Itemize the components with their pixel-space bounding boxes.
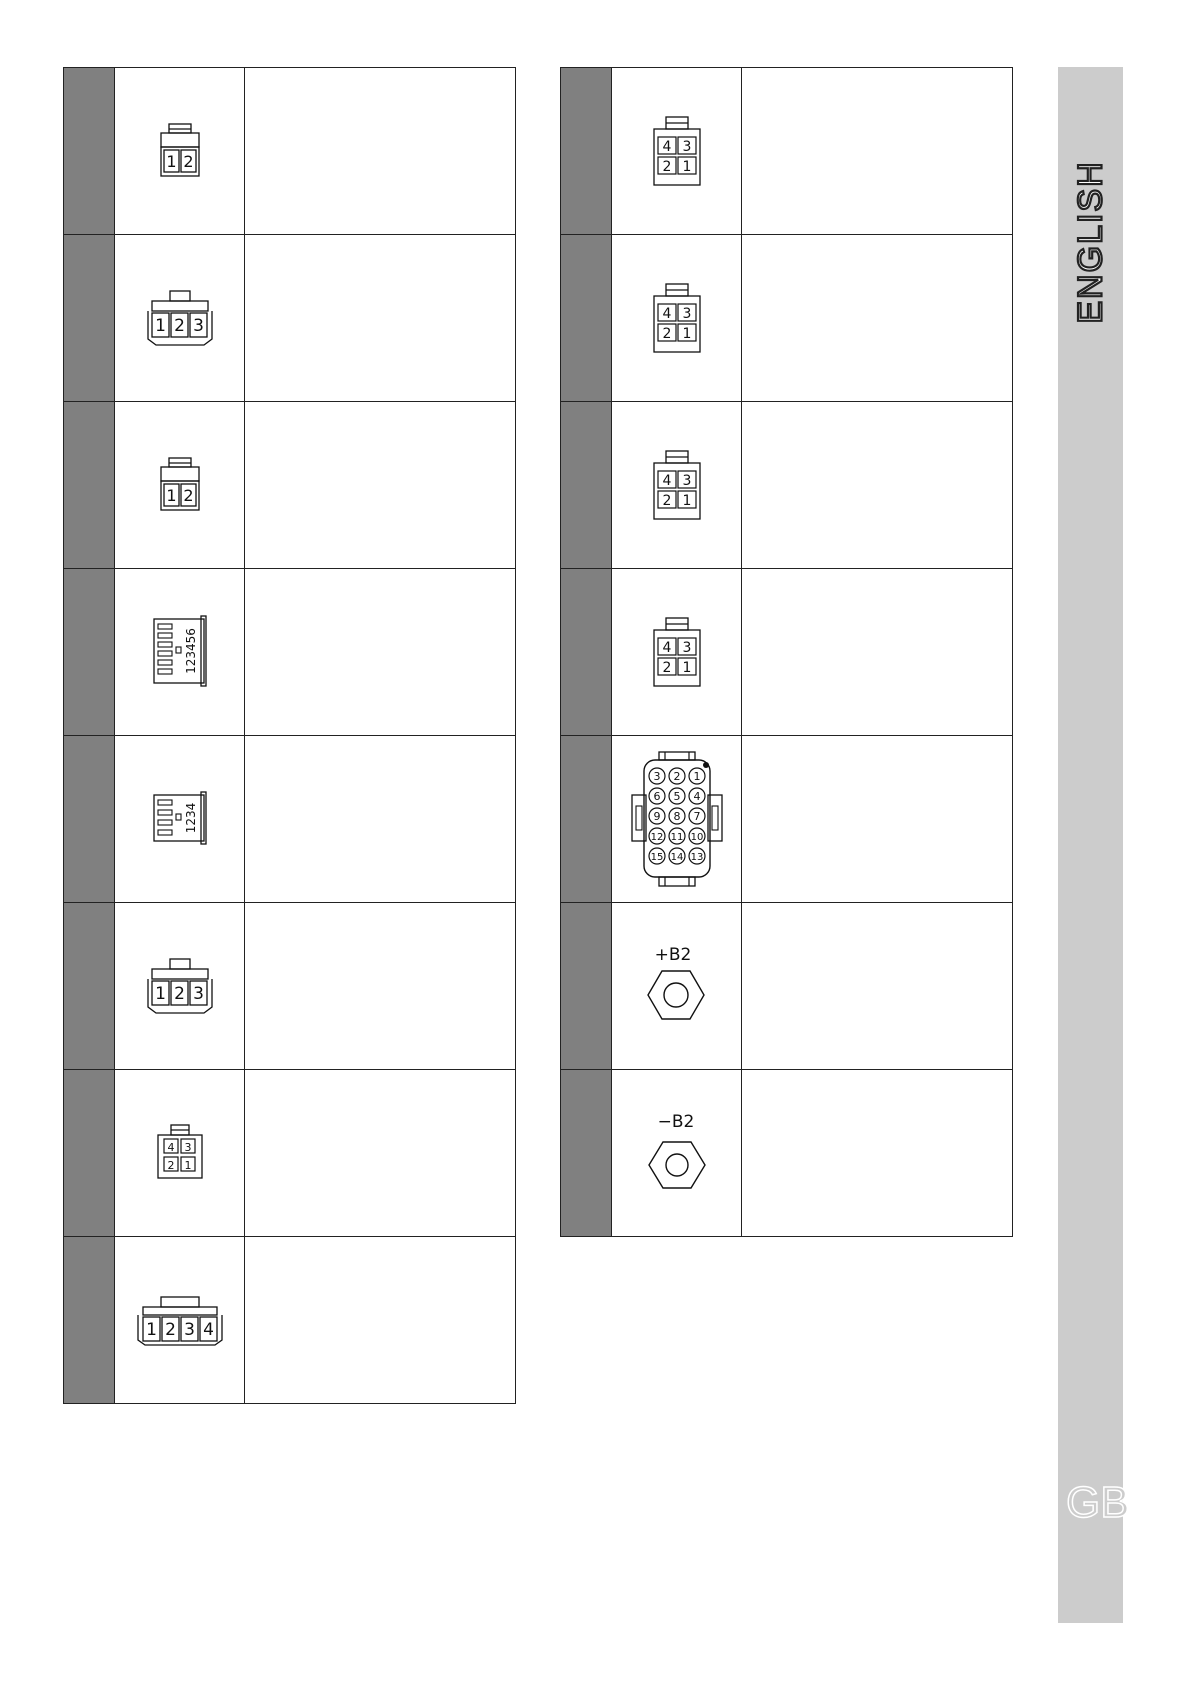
pin-label: 4 bbox=[662, 139, 671, 155]
pin-label: 12 bbox=[650, 832, 663, 843]
row-marker bbox=[561, 736, 612, 903]
right-connector-table bbox=[560, 67, 1013, 1237]
symbol-cell bbox=[115, 68, 245, 235]
description-cell bbox=[742, 68, 1013, 235]
symbol-cell bbox=[612, 68, 742, 235]
table-row bbox=[64, 1237, 516, 1404]
pin-label: 1 bbox=[693, 770, 700, 783]
row-marker bbox=[64, 569, 115, 736]
four-pin-vertical-connector-icon bbox=[148, 789, 212, 849]
table-row bbox=[64, 235, 516, 402]
pin-label: 2 bbox=[662, 159, 671, 175]
pin-label: 2 bbox=[173, 984, 185, 1004]
pin-label: 1 bbox=[154, 984, 166, 1004]
two-pin-connector-icon bbox=[150, 450, 210, 520]
pin-label: 3 bbox=[682, 473, 691, 489]
pin-label: 3 bbox=[682, 306, 691, 322]
three-pin-connector-icon bbox=[144, 951, 216, 1021]
pin-label: 1 bbox=[184, 1159, 191, 1172]
pin-label: 4 bbox=[693, 790, 700, 803]
language-sidebar bbox=[1058, 67, 1130, 1623]
fifteen-pin-connector-icon bbox=[629, 749, 725, 889]
row-marker bbox=[561, 68, 612, 235]
pin-label: 2 bbox=[662, 493, 671, 509]
row-marker bbox=[64, 736, 115, 903]
row-marker bbox=[64, 903, 115, 1070]
table-row bbox=[64, 68, 516, 235]
language-label: ENGLISH bbox=[1071, 160, 1109, 324]
pin-label: 7 bbox=[693, 810, 700, 823]
pin-label: 1 bbox=[165, 152, 177, 171]
symbol-cell bbox=[612, 402, 742, 569]
row-marker bbox=[561, 569, 612, 736]
pin-label: 2 bbox=[164, 1320, 176, 1340]
language-code: GB bbox=[1066, 1478, 1130, 1527]
left-connector-table bbox=[63, 67, 516, 1404]
symbol-cell bbox=[115, 235, 245, 402]
table-row bbox=[64, 402, 516, 569]
description-cell bbox=[245, 235, 516, 402]
description-cell bbox=[245, 68, 516, 235]
pin-label: 3 bbox=[682, 640, 691, 656]
table-row bbox=[561, 402, 1013, 569]
pin-label: 123456 bbox=[183, 628, 198, 674]
row-marker bbox=[64, 1237, 115, 1404]
pin-label: 1 bbox=[682, 326, 691, 342]
symbol-cell bbox=[115, 903, 245, 1070]
symbol-cell bbox=[115, 1070, 245, 1237]
row-marker bbox=[64, 1070, 115, 1237]
pin-label: 2 bbox=[182, 152, 194, 171]
pin-label: 8 bbox=[673, 810, 680, 823]
description-cell bbox=[245, 903, 516, 1070]
pin-label: 3 bbox=[653, 770, 660, 783]
pin-label: 3 bbox=[184, 1141, 191, 1154]
symbol-cell bbox=[612, 569, 742, 736]
four-pin-square-connector-icon bbox=[647, 614, 707, 690]
description-cell bbox=[245, 569, 516, 736]
row-marker bbox=[561, 1070, 612, 1237]
symbol-cell bbox=[612, 736, 742, 903]
description-cell bbox=[245, 1237, 516, 1404]
pin-label: 1 bbox=[682, 159, 691, 175]
pin-label: 1 bbox=[682, 493, 691, 509]
description-cell bbox=[742, 569, 1013, 736]
table-row bbox=[561, 903, 1013, 1070]
pin-label: 4 bbox=[662, 306, 671, 322]
pin-label: 1 bbox=[682, 660, 691, 676]
symbol-cell bbox=[612, 1070, 742, 1237]
pin-label: 4 bbox=[662, 473, 671, 489]
description-cell bbox=[742, 736, 1013, 903]
pin-label: 3 bbox=[183, 1320, 195, 1340]
pin-label: 1234 bbox=[183, 802, 198, 834]
row-marker bbox=[561, 235, 612, 402]
pin-label: 1 bbox=[165, 486, 177, 505]
table-row bbox=[561, 235, 1013, 402]
pin-label: 11 bbox=[670, 832, 683, 843]
description-cell bbox=[742, 903, 1013, 1070]
table-row bbox=[561, 736, 1013, 903]
pin-label: 3 bbox=[682, 139, 691, 155]
pin-label: 2 bbox=[167, 1159, 174, 1172]
terminal-label: −B2 bbox=[657, 1112, 694, 1132]
symbol-cell bbox=[115, 402, 245, 569]
row-marker bbox=[64, 235, 115, 402]
two-pin-connector-icon bbox=[150, 116, 210, 186]
terminal-stud-icon bbox=[640, 1105, 714, 1201]
four-pin-square-connector-icon bbox=[647, 447, 707, 523]
symbol-cell bbox=[612, 235, 742, 402]
row-marker bbox=[64, 402, 115, 569]
six-pin-vertical-connector-icon bbox=[148, 614, 212, 690]
pin-label: 4 bbox=[202, 1320, 214, 1340]
table-row bbox=[561, 1070, 1013, 1237]
pin-label: 1 bbox=[154, 316, 166, 336]
symbol-cell bbox=[612, 903, 742, 1070]
row-marker bbox=[561, 402, 612, 569]
description-cell bbox=[245, 402, 516, 569]
row-marker bbox=[64, 68, 115, 235]
pin-label: 2 bbox=[662, 660, 671, 676]
pin-label: 5 bbox=[673, 790, 680, 803]
table-row bbox=[561, 569, 1013, 736]
pin-label: 2 bbox=[662, 326, 671, 342]
four-pin-square-connector-icon bbox=[647, 280, 707, 356]
symbol-cell bbox=[115, 1237, 245, 1404]
terminal-stud-icon bbox=[640, 938, 714, 1034]
pin-label: 4 bbox=[662, 640, 671, 656]
table-row bbox=[561, 68, 1013, 235]
table-row bbox=[64, 569, 516, 736]
four-pin-inline-connector-icon bbox=[135, 1285, 225, 1355]
table-row bbox=[64, 903, 516, 1070]
pin-label: 2 bbox=[182, 486, 194, 505]
row-marker bbox=[561, 903, 612, 1070]
pin-label: 3 bbox=[192, 316, 204, 336]
description-cell bbox=[245, 736, 516, 903]
table-row bbox=[64, 1070, 516, 1237]
four-pin-square-connector-icon bbox=[647, 113, 707, 189]
pin-label: 4 bbox=[167, 1141, 174, 1154]
pin-label: 14 bbox=[670, 852, 683, 863]
description-cell bbox=[742, 235, 1013, 402]
pin-label: 2 bbox=[173, 316, 185, 336]
pin-label: 2 bbox=[673, 770, 680, 783]
pin-label: 9 bbox=[653, 810, 660, 823]
three-pin-connector-icon bbox=[144, 283, 216, 353]
pin-label: 1 bbox=[145, 1320, 157, 1340]
pin-label: 3 bbox=[192, 984, 204, 1004]
description-cell bbox=[742, 402, 1013, 569]
pin-label: 10 bbox=[690, 832, 703, 843]
symbol-cell bbox=[115, 736, 245, 903]
pin-label: 6 bbox=[653, 790, 660, 803]
description-cell bbox=[245, 1070, 516, 1237]
four-pin-square-connector-icon bbox=[150, 1121, 210, 1185]
pin-label: 13 bbox=[690, 852, 703, 863]
symbol-cell bbox=[115, 569, 245, 736]
table-row bbox=[64, 736, 516, 903]
pin-label: 15 bbox=[650, 852, 663, 863]
terminal-label: +B2 bbox=[654, 945, 691, 965]
description-cell bbox=[742, 1070, 1013, 1237]
